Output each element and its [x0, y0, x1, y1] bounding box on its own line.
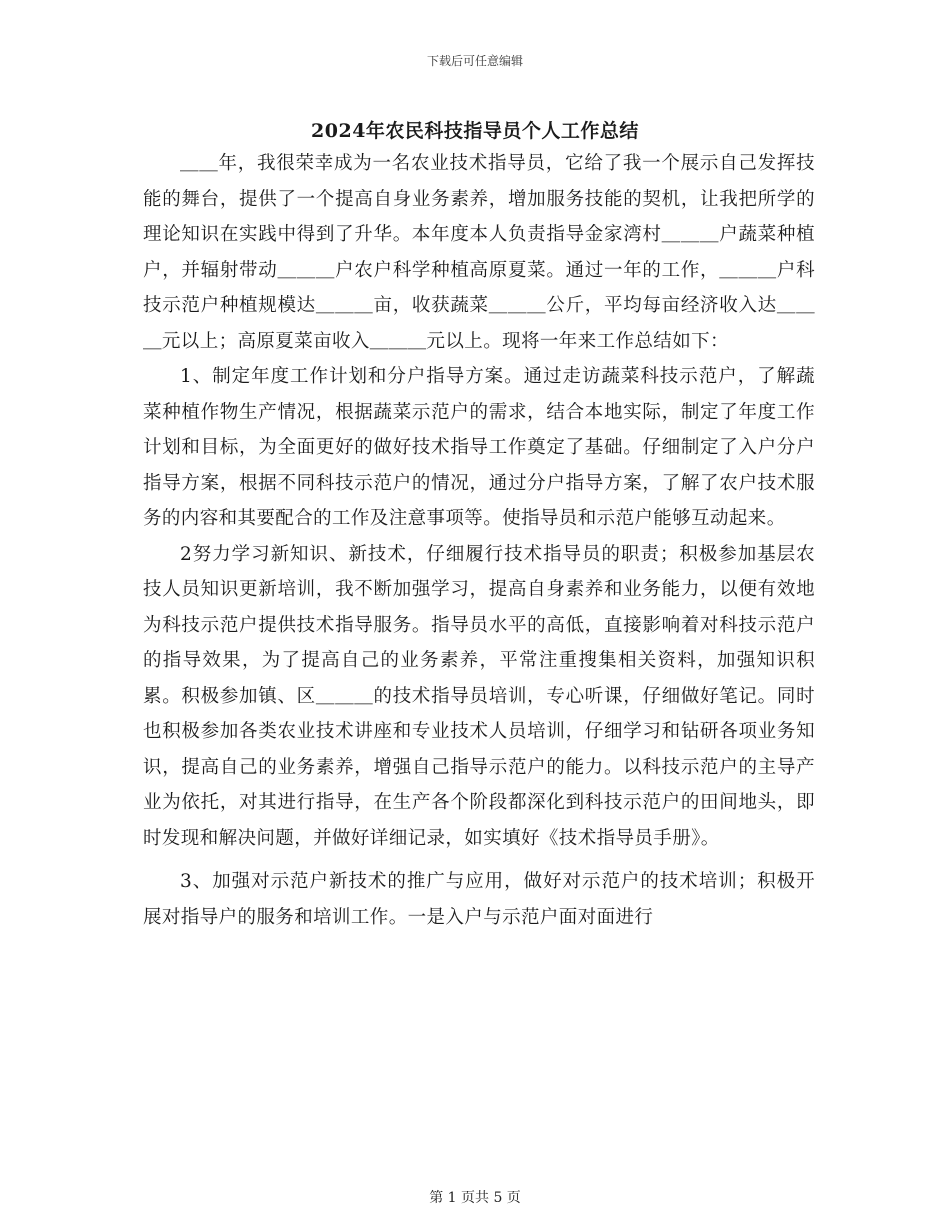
paragraph-section-2: 2努力学习新知识、新技术，仔细履行技术指导员的职责；积极参加基层农技人员知识更新培训，我不断加强学习，提高自身素养和业务能力，以便有效地为科技示范户提供技术指导服务。指导员水平的高低，直接影响着对科技示范户的指导效果，为了提高自己的业务素养，平常注重搜集相关资料，加强知识积累。积极参加镇、区＿＿＿的技术指导员培训，专心听课，仔细做好笔记。同时也积极参加各类农业技术讲座和专业技术人员培训，仔细学习和钻研各项业务知识，提高自己的业务素养，增强自己指导示范户的能力。以科技示范户的主导产业为依托，对其进行指导，在生产各个阶段都深化到科技示范户的田间地头，即时发现和解决问题，并做好详细记录，如实填好《技术指导员手册》。 [143, 543, 815, 849]
page-number: 第 1 页共 5 页 [429, 1190, 521, 1206]
paragraph-intro: ＿＿年，我很荣幸成为一名农业技术指导员，它给了我一个展示自己发挥技能的舞台，提供了一个提高自身业务素养，增加服务技能的契机，让我把所学的理论知识在实践中得到了升华。本年度本人负责指导金家湾村＿＿＿户蔬菜种植户，并辐射带动＿＿＿户农户科学种植高原夏菜。通过一年的工作，＿＿＿户科技示范户种植规模达＿＿＿亩，收获蔬菜＿＿＿公斤，平均每亩经济收入达＿＿＿元以上；高原夏菜亩收入＿＿＿元以上。现将一年来工作总结如下： [143, 153, 815, 352]
document-title: 2024年农民科技指导员个人工作总结 [311, 120, 639, 142]
paragraph-section-3: 3、加强对示范户新技术的推广与应用，做好对示范户的技术培训；积极开展对指导户的服务和培训工作。一是入户与示范户面对面进行 [143, 871, 815, 928]
header-note: 下载后可任意编辑 [426, 54, 523, 68]
document-body [143, 146, 815, 935]
paragraph-section-1: 1、制定年度工作计划和分户指导方案。通过走访蔬菜科技示范户，了解蔬菜种植作物生产情况，根据蔬菜示范户的需求，结合本地实际，制定了年度工作计划和目标，为全面更好的做好技术指导工作奠定了基础。仔细制定了入户分户指导方案，根据不同科技示范户的情况，通过分户指导方案，了解了农户技术服务的内容和其要配合的工作及注意事项等。使指导员和示范户能够互动起来。 [143, 366, 815, 529]
